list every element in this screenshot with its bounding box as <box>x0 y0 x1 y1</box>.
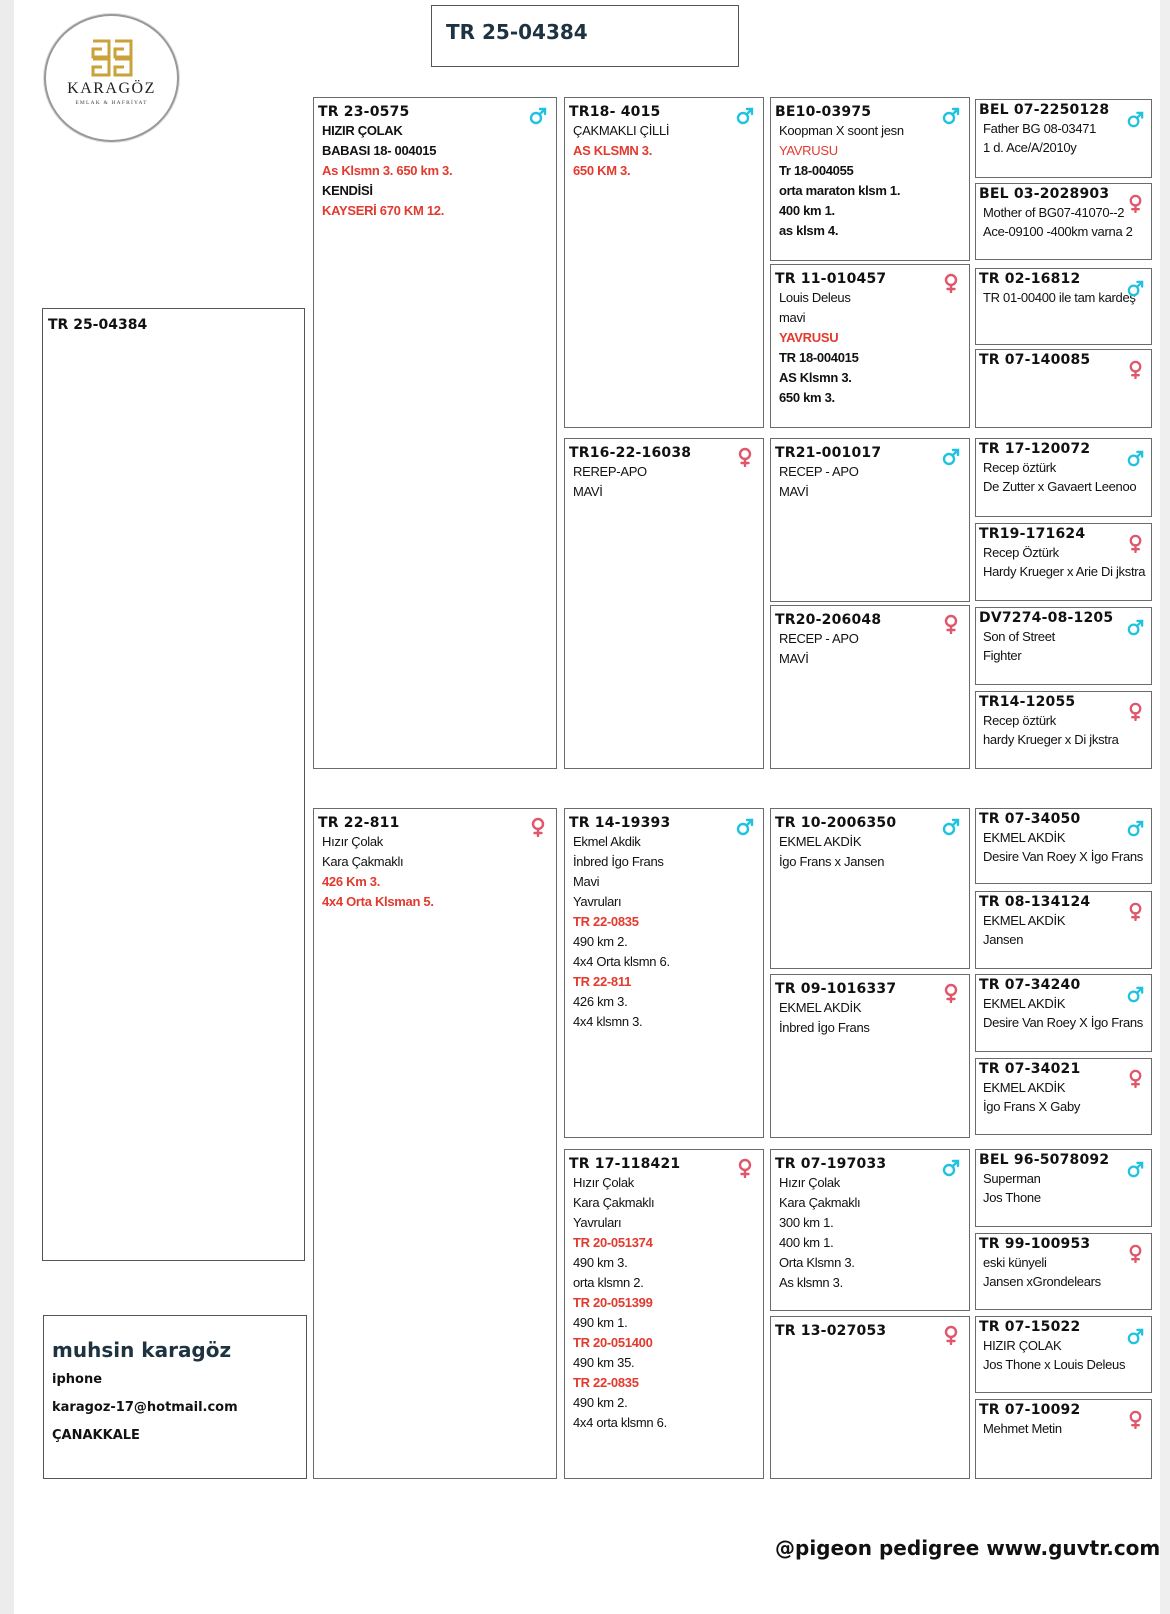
ring-number: TR20-206048 <box>775 612 882 628</box>
pedigree-dam-sire <box>564 808 764 1138</box>
pedigree-note: hardy Krueger x Di jkstra <box>983 732 1119 747</box>
female-icon <box>1126 1244 1145 1263</box>
female-icon <box>1126 1069 1145 1088</box>
pedigree-note: Orta Klsmn 3. <box>779 1255 855 1270</box>
pedigree-note: EKMEL AKDİK <box>983 913 1066 928</box>
pedigree-note: Jansen <box>983 932 1024 947</box>
ring-number: BEL 96-5078092 <box>979 1152 1110 1168</box>
male-icon <box>1126 985 1145 1004</box>
pedigree-sire-dam <box>564 438 764 769</box>
ring-number: TR 99-100953 <box>979 1236 1091 1252</box>
pedigree-g4-11 <box>975 974 1152 1052</box>
owner-device: iphone <box>52 1372 103 1387</box>
pedigree-note: Jos Thone x Louis Deleus <box>983 1357 1126 1372</box>
pedigree-note: 650 KM 3. <box>573 163 631 178</box>
pedigree-sdd <box>770 605 970 769</box>
pedigree-g4-14 <box>975 1233 1152 1310</box>
pedigree-note: İgo Frans X Gaby <box>983 1099 1081 1114</box>
owner-email[interactable]: karagoz-17@hotmail.com <box>52 1400 238 1415</box>
female-icon <box>941 1325 961 1345</box>
pedigree-note: Father BG 08-03471 <box>983 121 1097 136</box>
pedigree-dss <box>770 808 970 969</box>
pedigree-note: BABASI 18- 004015 <box>322 143 437 158</box>
pedigree-note: TR 20-051400 <box>573 1335 653 1350</box>
male-icon <box>1126 1160 1145 1179</box>
male-icon <box>941 1158 961 1178</box>
logo-name: KARAGÖZ <box>67 80 156 97</box>
pedigree-note: 490 km 2. <box>573 934 628 949</box>
male-icon <box>1126 279 1145 298</box>
pedigree-note: Kara Çakmaklı <box>322 854 404 869</box>
pedigree-g4-10 <box>975 891 1152 969</box>
pedigree-ssd <box>770 264 970 428</box>
male-icon <box>941 817 961 837</box>
pedigree-note: Kara Çakmaklı <box>573 1195 655 1210</box>
pedigree-note: TR 20-051399 <box>573 1295 653 1310</box>
pedigree-note: İnbred İgo Frans <box>779 1020 870 1035</box>
ring-number: TR 10-2006350 <box>775 815 897 831</box>
pedigree-note: MAVİ <box>779 484 809 499</box>
pedigree-note: Ekmel Akdik <box>573 834 641 849</box>
pedigree-note: 300 km 1. <box>779 1215 834 1230</box>
ring-number: TR 17-118421 <box>569 1156 681 1172</box>
male-icon <box>1126 110 1145 129</box>
pedigree-note: 4x4 Orta Klsman 5. <box>322 894 434 909</box>
ring-number: TR 07-140085 <box>979 352 1091 368</box>
pedigree-dsd <box>770 974 970 1138</box>
pedigree-dds <box>770 1149 970 1311</box>
pedigree-sire-sire <box>564 97 764 428</box>
subject-ring-id: TR 25-04384 <box>48 317 148 333</box>
pedigree-note: AS Klsmn 3. <box>779 370 852 385</box>
female-icon <box>1126 360 1145 379</box>
pedigree-ddd <box>770 1316 970 1479</box>
pedigree-note: HIZIR ÇOLAK <box>322 123 403 138</box>
pedigree-note: eski künyeli <box>983 1255 1047 1270</box>
pedigree-note: 490 km 3. <box>573 1255 628 1270</box>
pedigree-note: Desire Van Roey X İgo Frans <box>983 849 1144 864</box>
pedigree-sire <box>313 97 557 769</box>
pedigree-note: Mother of BG07-41070--2 <box>983 205 1125 220</box>
ring-number: BEL 03-2028903 <box>979 186 1110 202</box>
pedigree-note: Recep öztürk <box>983 460 1056 475</box>
female-icon <box>1126 1410 1145 1429</box>
ring-number: BEL 07-2250128 <box>979 102 1110 118</box>
logo-mark-icon <box>90 38 134 78</box>
pedigree-note: 426 km 3. <box>573 994 628 1009</box>
pedigree-dam <box>313 808 557 1479</box>
ring-number: TR21-001017 <box>775 445 882 461</box>
pedigree-note: MAVİ <box>779 651 809 666</box>
pedigree-note: Hızır Çolak <box>322 834 383 849</box>
pedigree-note: As klsmn 3. <box>779 1275 843 1290</box>
pedigree-note: Jos Thone <box>983 1190 1041 1205</box>
pedigree-note: Ace-09100 -400km varna 2 <box>983 224 1133 239</box>
female-icon <box>941 273 961 293</box>
ring-number: TR 07-34021 <box>979 1061 1081 1077</box>
female-icon <box>941 983 961 1003</box>
pedigree-note: TR 20-051374 <box>573 1235 653 1250</box>
ring-number: TR 09-1016337 <box>775 981 897 997</box>
pedigree-note: Hardy Krueger x Arie Di jkstra <box>983 564 1146 579</box>
pedigree-note: 490 km 35. <box>573 1355 635 1370</box>
right-page-edge <box>1160 0 1170 1614</box>
pedigree-note: Mehmet Metin <box>983 1421 1062 1436</box>
ring-number: DV7274-08-1205 <box>979 610 1114 626</box>
pedigree-g4-16 <box>975 1399 1152 1479</box>
ring-number: TR 07-197033 <box>775 1156 887 1172</box>
female-icon <box>735 447 755 467</box>
pedigree-note: De Zutter x Gavaert Leenoo <box>983 479 1137 494</box>
logo-subtitle: EMLAK & HAFRİYAT <box>75 100 148 106</box>
ring-number: TR14-12055 <box>979 694 1076 710</box>
ring-number: TR 17-120072 <box>979 441 1091 457</box>
pedigree-g4-12 <box>975 1058 1152 1135</box>
pedigree-sds <box>770 438 970 602</box>
ring-number: TR19-171624 <box>979 526 1086 542</box>
pedigree-note: Son of Street <box>983 629 1055 644</box>
pedigree-g4-2 <box>975 183 1152 260</box>
pedigree-note: HIZIR ÇOLAK <box>983 1338 1062 1353</box>
male-icon <box>528 106 548 126</box>
pedigree-g4-7 <box>975 607 1152 685</box>
pedigree-note: EKMEL AKDİK <box>779 834 862 849</box>
pedigree-note: KENDİSİ <box>322 183 373 198</box>
ring-number: TR 11-010457 <box>775 271 887 287</box>
ring-number: TR16-22-16038 <box>569 445 692 461</box>
pedigree-note: EKMEL AKDİK <box>983 996 1066 1011</box>
male-icon <box>1126 449 1145 468</box>
ring-number: BE10-03975 <box>775 104 872 120</box>
ring-number: TR 14-19393 <box>569 815 671 831</box>
pedigree-note: İgo Frans x Jansen <box>779 854 885 869</box>
pedigree-note: As Klsmn 3. 650 km 3. <box>322 163 453 178</box>
ring-number: TR 22-811 <box>318 815 400 831</box>
pedigree-g4-15 <box>975 1316 1152 1393</box>
pedigree-note: TR 22-0835 <box>573 914 639 929</box>
page-title: TR 25-04384 <box>431 5 739 67</box>
ring-number: TR 07-34240 <box>979 977 1081 993</box>
pedigree-note: 400 km 1. <box>779 1235 834 1250</box>
ring-number: TR 13-027053 <box>775 1323 887 1339</box>
pedigree-note: MAVİ <box>573 484 603 499</box>
pedigree-g4-9 <box>975 808 1152 884</box>
female-icon <box>1126 902 1145 921</box>
pedigree-note: YAVRUSU <box>779 143 838 158</box>
pedigree-note: 490 km 1. <box>573 1315 628 1330</box>
pedigree-note: KAYSERİ 670 KM 12. <box>322 203 445 218</box>
pedigree-note: Fighter <box>983 648 1022 663</box>
pedigree-note: Hızır Çolak <box>779 1175 840 1190</box>
pedigree-g4-1 <box>975 99 1152 178</box>
pedigree-sss <box>770 97 970 261</box>
pedigree-note: TR 22-811 <box>573 974 632 989</box>
pedigree-note: Superman <box>983 1171 1041 1186</box>
pedigree-note: RECEP - APO <box>779 631 859 646</box>
ring-number: TR 07-34050 <box>979 811 1081 827</box>
pedigree-note: Jansen xGrondelears <box>983 1274 1101 1289</box>
pedigree-note: TR 18-004015 <box>779 350 859 365</box>
male-icon <box>1126 819 1145 838</box>
pedigree-g4-5 <box>975 438 1152 517</box>
owner-city: ÇANAKKALE <box>52 1428 140 1443</box>
pedigree-note: mavi <box>779 310 806 325</box>
pedigree-note: Desire Van Roey X İgo Frans <box>983 1015 1144 1030</box>
ring-number: TR 07-15022 <box>979 1319 1081 1335</box>
pedigree-g4-3 <box>975 268 1152 345</box>
karagoz-logo <box>44 14 179 142</box>
pedigree-note: RECEP - APO <box>779 464 859 479</box>
pedigree-note: orta klsmn 2. <box>573 1275 644 1290</box>
male-icon <box>941 106 961 126</box>
pedigree-note: Mavi <box>573 874 600 889</box>
pedigree-note: Recep öztürk <box>983 713 1056 728</box>
pedigree-note: 1 d. Ace/A/2010y <box>983 140 1077 155</box>
pedigree-note: 490 km 2. <box>573 1395 628 1410</box>
pedigree-note: 4x4 orta klsmn 6. <box>573 1415 667 1430</box>
pedigree-dam-dam <box>564 1149 764 1479</box>
pedigree-note: Yavruları <box>573 894 622 909</box>
male-icon <box>1126 1327 1145 1346</box>
male-icon <box>941 447 961 467</box>
pedigree-note: 650 km 3. <box>779 390 835 405</box>
owner-name: muhsin karagöz <box>52 1338 232 1362</box>
male-icon <box>735 817 755 837</box>
male-icon <box>1126 618 1145 637</box>
pedigree-note: EKMEL AKDİK <box>983 830 1066 845</box>
pedigree-note: orta maraton klsm 1. <box>779 183 901 198</box>
owner-box <box>43 1315 307 1479</box>
pedigree-note: EKMEL AKDİK <box>779 1000 862 1015</box>
ring-number: TR 23-0575 <box>318 104 410 120</box>
left-page-edge <box>0 0 14 1614</box>
pedigree-note: Koopman X soont jesn <box>779 123 904 138</box>
pedigree-note: 400 km 1. <box>779 203 835 218</box>
pedigree-note: 4x4 klsmn 3. <box>573 1014 643 1029</box>
female-icon <box>1126 194 1145 213</box>
pedigree-note: ÇAKMAKLI ÇİLLİ <box>573 123 670 138</box>
ring-number: TR 08-134124 <box>979 894 1091 910</box>
pedigree-note: TR 01-00400 ile tam kardeş <box>983 290 1136 305</box>
pedigree-g4-8 <box>975 691 1152 769</box>
ring-number: TR18- 4015 <box>569 104 661 120</box>
female-icon <box>941 614 961 634</box>
subject-box <box>42 308 305 1261</box>
pedigree-g4-13 <box>975 1149 1152 1227</box>
ring-number: TR 07-10092 <box>979 1402 1081 1418</box>
female-icon <box>1126 534 1145 553</box>
pedigree-note: 426 Km 3. <box>322 874 381 889</box>
footer-credit[interactable]: @pigeon pedigree www.guvtr.com <box>775 1536 1161 1560</box>
pedigree-note: REREP-APO <box>573 464 647 479</box>
pedigree-g4-4 <box>975 349 1152 428</box>
pedigree-note: Kara Çakmaklı <box>779 1195 861 1210</box>
pedigree-note: as klsm 4. <box>779 223 839 238</box>
pedigree-note: Yavruları <box>573 1215 622 1230</box>
pedigree-note: 4x4 Orta klsmn 6. <box>573 954 670 969</box>
female-icon <box>1126 702 1145 721</box>
pedigree-note: Recep Öztürk <box>983 545 1059 560</box>
pedigree-note: Louis Deleus <box>779 290 851 305</box>
pedigree-g4-6 <box>975 523 1152 601</box>
pedigree-note: TR 22-0835 <box>573 1375 639 1390</box>
female-icon <box>735 1158 755 1178</box>
pedigree-note: YAVRUSU <box>779 330 839 345</box>
ring-number: TR 02-16812 <box>979 271 1081 287</box>
pedigree-note: AS KLSMN 3. <box>573 143 653 158</box>
female-icon <box>528 817 548 837</box>
pedigree-note: İnbred İgo Frans <box>573 854 664 869</box>
pedigree-note: Hızır Çolak <box>573 1175 634 1190</box>
pedigree-note: Tr 18-004055 <box>779 163 854 178</box>
male-icon <box>735 106 755 126</box>
pedigree-note: EKMEL AKDİK <box>983 1080 1066 1095</box>
